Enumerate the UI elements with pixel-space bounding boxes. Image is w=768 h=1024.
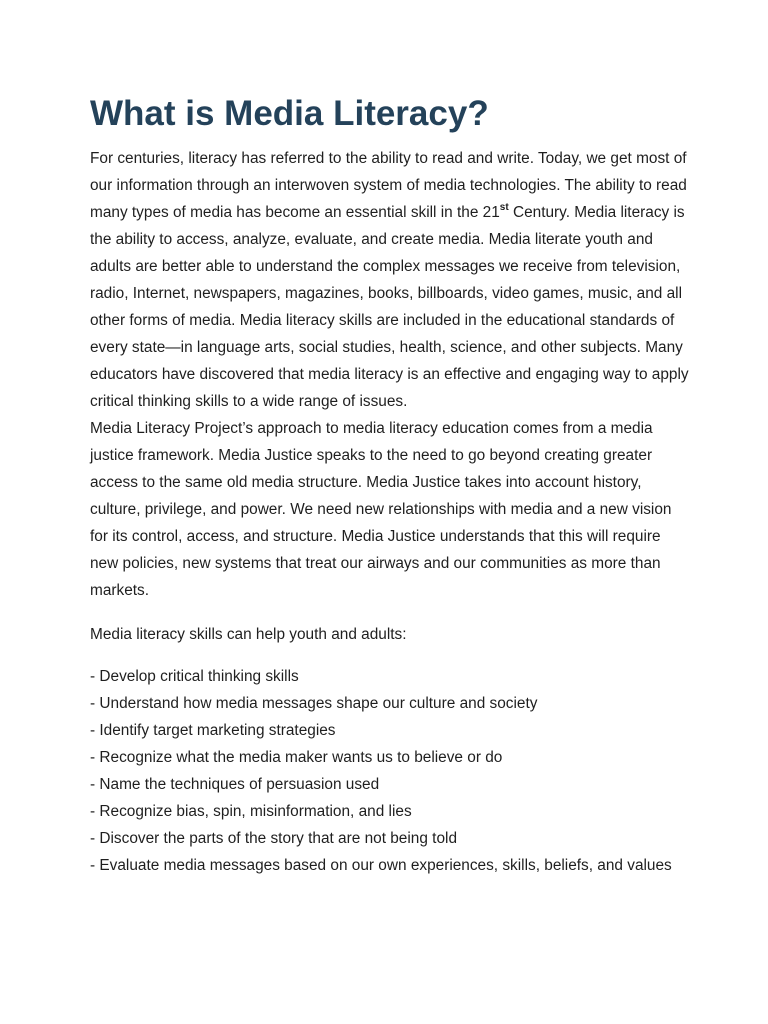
skills-intro: Media literacy skills can help youth and adults: (90, 626, 407, 643)
skills-list (90, 663, 690, 879)
media-justice-paragraph: Media Literacy Project’s approach to media literacy education comes from a media justice framework. Media Justice speaks to the need to go beyond creating greater access to the same old media structure. Media Justice takes into account history, culture, privilege, and power. We need new relationships with media and a new vision for its control, access, and structure. Media Justice understands that this will require new policies, new systems that treat our airways and our communities as more than markets. (90, 420, 672, 599)
skill-item: - Recognize bias, spin, misinformation, and lies (90, 803, 412, 820)
skill-item: - Understand how media messages shape our culture and society (90, 695, 538, 712)
intro-text-end: Century. Media literacy is the ability to access, analyze, evaluate, and create media. Media literate youth and adults are better able to understand the complex messages we receive from television, radio, Internet, newspapers, magazines, books, billboards, video games, music, and all other forms of media. Media literacy skills are included in the educational standards of every state—in language arts, social studies, health, science, and other subjects. Many educators have discovered that media literacy is an effective and engaging way to apply critical thinking skills to a wide range of issues. (90, 204, 689, 410)
skill-item: - Discover the parts of the story that are not being told (90, 830, 458, 847)
page-title: What is Media Literacy? (90, 94, 489, 133)
skill-item: - Identify target marketing strategies (90, 722, 336, 739)
skill-item: - Develop critical thinking skills (90, 668, 299, 685)
ordinal-suffix: st (499, 201, 509, 213)
skill-item: - Name the techniques of persuasion used (90, 776, 380, 793)
skill-item: - Evaluate media messages based on our own experiences, skills, beliefs, and values (90, 857, 672, 874)
intro-text-start: For centuries, literacy has referred to the ability to read and write. Today, we get most of our information through an interwoven system of media technologies. The ability to read many types of media has become an essential skill in the 21 (90, 150, 687, 221)
document-page (90, 88, 690, 894)
intro-paragraph (90, 145, 690, 415)
skill-item: - Recognize what the media maker wants us to believe or do (90, 749, 503, 766)
